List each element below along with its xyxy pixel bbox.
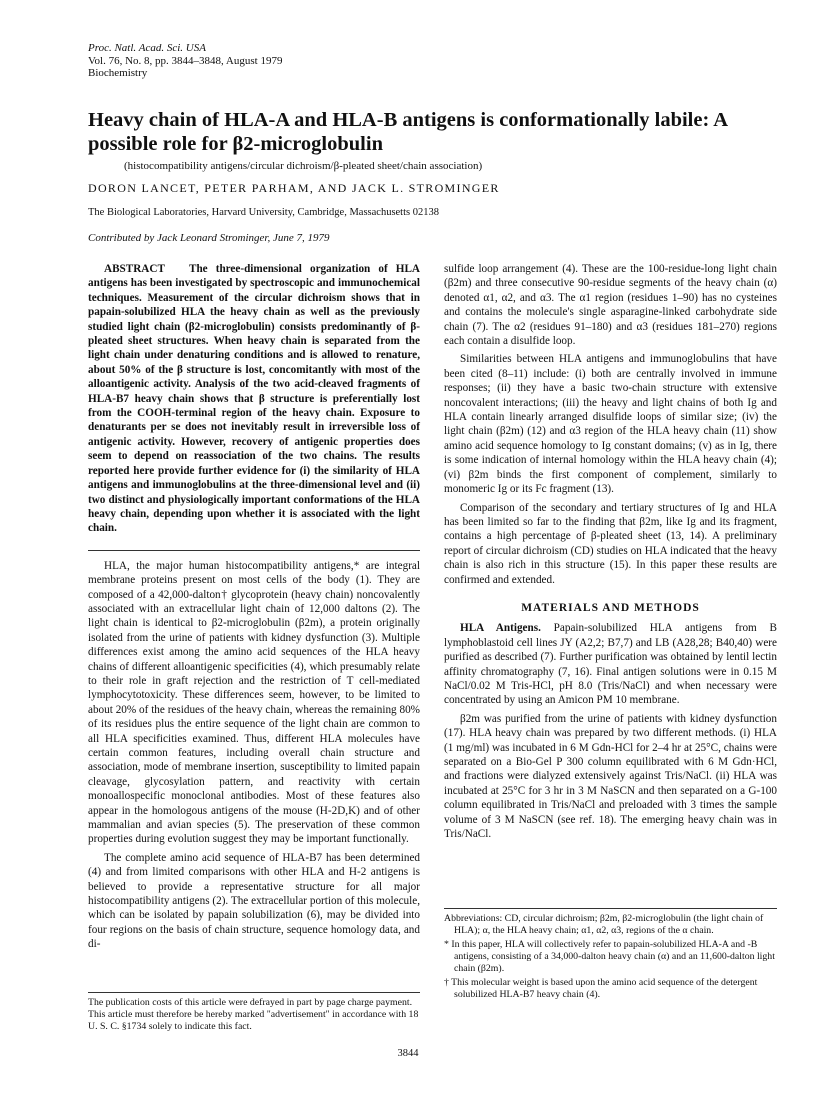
keywords: (histocompatibility antigens/circular dichroism/β-pleated sheet/chain association) [124,160,483,172]
left-column [88,262,420,956]
runin-heading: HLA Antigens. [460,622,541,635]
body-paragraph: The complete amino acid sequence of HLA-B7 has been determined (4) and from limited comparisons with other HLA and H-2 antigens is believed to provide a representative structure for all major histocompatibility antigens (2). The extracellular portion of this molecule, which can be isolated by papain solubilization (6), may be divided into four regions on the basis of chain structure, sequence homology data, and di- [88,851,420,951]
paper-title: Heavy chain of HLA-A and HLA-B antigens is conformationally labile: A possible role for β2-microglobulin [88,109,727,155]
methods-text: Papain-solubilized HLA antigens from B lymphoblastoid cell lines JY (A2,2; B7,7) and LB (A28,28; B40,40) were purified as described (7). Further purification was obtained by lentil lectin affinity chromatography (7, 16). Final antigen solutions were in 0.15 M NaCl/0.02 M Tris-HCl, pH 8.0 (Tris/NaCl) and when necessary were concentrated by using an Amicon PM 10 membrane. [444,622,777,707]
footnote-abbreviations: Abbreviations: CD, circular dichroism; β2m, β2-microglobulin (the light chain of HLA); α, the HLA heavy chain; α1, α2, α3, regions of the α chain. [444,913,764,936]
body-paragraph: sulfide loop arrangement (4). These are the 100-residue-long light chain (β2m) and three consecutive 90-residue segments of the heavy chain (α) denoted α1, α2, and α3. The α1 region (residues 1–90) has no cysteines and contains the molecule's single asparagine-linked carbohydrate side chain (7). The α2 (residues 91–180) and α3 (residues 181–270) regions each contain a disulfide loop. [444,263,777,348]
publication-note: The publication costs of this article were defrayed in part by page charge payment. This article must therefore be hereby marked "advertisement" in accordance with 18 U. S. C. §1734 solely to indicate this fact. [88,992,420,1033]
journal-volume: Vol. 76, No. 8, pp. 3844–3848, August 1979 [88,54,283,67]
methods-paragraph: β2m was purified from the urine of patients with kidney dysfunction (17). HLA heavy chain was prepared by two different methods. (i) HLA (1 mg/ml) was incubated in 6 M Gdn-HCl for 2–4 hr at 25°C, chains were separated on a Bio-Gel P 300 column equilibrated with 6 M Gdn·HCl, and fractions were dialyzed extensively against Tris/NaCl. (ii) HLA was incubated at 25°C for 3 hr in 3 M NaSCN and then separated on a G-100 column equilibrated in Tris/NaCl and preloaded with 3 times the sample volume of 3 M NaSCN (see ref. 18). The emerging heavy chain was in Tris/NaCl. [444,712,777,841]
footnote-star: * In this paper, HLA will collectively refer to papain-solubilized HLA-A and -B antigens, consisting of a 34,000-dalton heavy chain (α) and an 11,600-dalton light chain (β2m). [444,939,775,974]
journal-name: Proc. Natl. Acad. Sci. USA [88,42,206,54]
journal-header [88,42,282,80]
affiliation: The Biological Laboratories, Harvard University, Cambridge, Massachusetts 02138 [88,207,439,218]
abstract [88,262,420,542]
abstract-text: The three-dimensional organization of HLA antigens has been investigated by spectroscopic and immunochemical techniques. Measurement of the circular dichroism shows that in papain-solubilized HLA the heavy chain as well as the previously studied light chain (β2-microglobulin) consists predominantly of β-pleated sheet structures. When heavy chain is separated from the light chain under denaturing conditions and is allowed to renature, about 50% of the β structure is lost, concomitantly with most of the alloantigenic activity. Analysis of the two acid-cleaved fragments of HLA-B7 heavy chain shows that β structure is preferentially lost from the COOH-terminal region of the heavy chain. Exposure to denaturants per se does not inevitably result in irreversible loss of antigenic activity. However, recovery of antigenic properties does seem to depend on reassociation of the two chains. The results reported here provide further evidence for (i) the similarity of HLA antigens and immunoglobulins at the three-dimensional level and (ii) two distinct and physiologically important conformations of the HLA heavy chain, depending upon whether it is associated with the light chain. [88,263,420,535]
authors: DORON LANCET, PETER PARHAM, AND JACK L. STROMINGER [88,181,500,195]
section-heading: MATERIALS AND METHODS [521,601,700,614]
footnote-dagger: † This molecular weight is based upon the amino acid sequence of the detergent solubilized HLA-B7 heavy chain (4). [444,977,758,1000]
body-paragraph: Comparison of the secondary and tertiary structures of Ig and HLA has been limited so far to the finding that β2m, like Ig and its fragment, contains a high percentage of β-pleated sheet (13, 14). A preliminary report of circular dichroism (CD) studies on HLA indicated that the heavy chain is also rich in this structure (15). In this paper these results are confirmed and extended. [444,501,777,586]
journal-section: Biochemistry [88,67,148,79]
page-number: 3844 [397,1048,419,1059]
body-paragraph: Similarities between HLA antigens and immunoglobulins that have been cited (8–11) include: (i) both are centrally involved in immune responses; (ii) they have a basic two-chain structure with extensive noncovalent interactions; (iii) the heavy and light chains of both Ig and HLA contain linearly arranged disulfide loops of similar size; (iv) the light chain (β2m) (12) and α3 region of the HLA heavy chain (11) show amino acid sequence homology to Ig constant domains; (v) as in Ig, there is some indication of internal homology within the HLA heavy chain (4); (vi) β2m binds the first component of complement, similarly to monomeric Ig or its Fc fragment (13). [444,353,777,496]
abstract-divider [88,550,420,551]
footnotes [444,908,777,1003]
contributed-by: Contributed by Jack Leonard Strominger, June 7, 1979 [88,232,330,244]
abstract-label: ABSTRACT [104,263,165,275]
body-paragraph: HLA, the major human histocompatibility antigens,* are integral membrane proteins present on most cells of the body (1). They are composed of a 42,000-dalton† glycoprotein (heavy chain) noncovalently associated with an extracellular light chain of 12,000 daltons (2). The light chain is identical to β2-microglobulin (β2m), a protein originally isolated from the urine of patients with kidney dysfunction (3). Multiple differences exist among the amino acid sequences of the HLA heavy chains of different alloantigenic specificities (4), which presumably relate to their role in graft rejection and the restriction of T cell-mediated lymphocytotoxicity. These differences seem, however, to be limited to about 20% of the residues of the heavy chain, whereas the remaining 80% of its residues plus the entire sequence of the light chain are common to all HLA specificities examined. Thus, different HLA molecules have certain common features, including overall chain structure and association, mode of membrane insertion, susceptibility to limited papain cleavage, glycosylation pattern, and reactivity with certain monoallospecific monoclonal antibodies. Most of these features also appear in the homologous antigens of the mouse (H-2D,K) and of other mammalian and avian species (5). The preservation of these common properties during evolution suggest they may be important functionally. [88,559,420,846]
right-column [444,262,777,845]
methods-paragraph [444,621,777,707]
